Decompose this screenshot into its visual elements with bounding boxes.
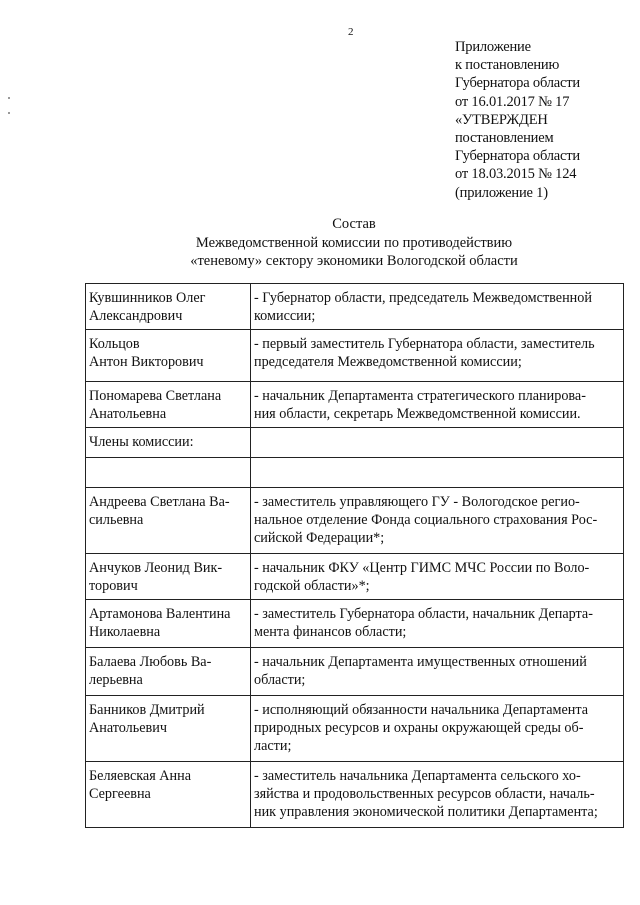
appendix-line: постановлением	[455, 130, 554, 147]
appendix-header	[455, 38, 637, 202]
member-position: - Губернатор области, председатель Межведомственной комиссии;	[251, 284, 624, 330]
scan-dot	[8, 97, 10, 99]
member-name: Анчуков Леонид Вик- торович	[86, 554, 251, 600]
member-name: Беляевская Анна Сергеевна	[86, 762, 251, 828]
member-name: Артамонова Валентина Николаевна	[86, 600, 251, 648]
table-row	[86, 330, 624, 382]
appendix-line: (приложение 1)	[455, 184, 548, 201]
appendix-line: «УТВЕРЖДЕН	[455, 111, 548, 128]
member-name: Банников Дмитрий Анатольевич	[86, 696, 251, 762]
table-row	[86, 428, 624, 458]
member-name: Балаева Любовь Ва- лерьевна	[86, 648, 251, 696]
member-name: Пономарева Светлана Анатольевна	[86, 382, 251, 428]
member-name: Кольцов Антон Викторович	[86, 330, 251, 382]
title-line: «теневому» сектору экономики Вологодской области	[190, 253, 518, 269]
title-line: Межведомственной комиссии по противодействию	[195, 234, 513, 251]
page-number: 2	[348, 26, 354, 38]
member-position: - начальник ФКУ «Центр ГИМС МЧС России по Воло- годской области»*;	[251, 554, 624, 600]
member-name	[86, 458, 251, 488]
table-row	[86, 696, 624, 762]
appendix-line: Губернатора области	[455, 75, 580, 92]
member-position: - начальник Департамента стратегического планирова- ния области, секретарь Межведомственной комиссии.	[251, 382, 624, 428]
table-row	[86, 488, 624, 554]
table-row	[86, 762, 624, 828]
member-name: Андреева Светлана Ва- сильевна	[86, 488, 251, 554]
appendix-line: от 18.03.2015 № 124	[455, 166, 577, 183]
table-row	[86, 600, 624, 648]
table-row	[86, 382, 624, 428]
table-row	[86, 554, 624, 600]
member-position	[251, 458, 624, 488]
commission-composition-table	[85, 283, 624, 828]
document-title	[0, 215, 640, 271]
member-name: Кувшинников Олег Александрович	[86, 284, 251, 330]
table-row	[86, 284, 624, 330]
member-position: - заместитель Губернатора области, начальник Департа- мента финансов области;	[251, 600, 624, 648]
scan-dot	[8, 112, 10, 114]
member-position: - первый заместитель Губернатора области, заместитель председателя Межведомственной комиссии;	[251, 330, 624, 382]
appendix-line: Приложение	[455, 39, 531, 55]
title-line: Состав	[332, 216, 376, 232]
members-heading: Члены комиссии:	[86, 428, 251, 458]
member-position	[251, 428, 624, 458]
member-position: - исполняющий обязанности начальника Департамента природных ресурсов и охраны окружающей среды об- ласти;	[251, 696, 624, 762]
member-position: - начальник Департамента имущественных отношений области;	[251, 648, 624, 696]
appendix-line: от 16.01.2017 № 17	[455, 93, 570, 110]
appendix-line: к постановлению	[455, 57, 560, 74]
table-row	[86, 648, 624, 696]
appendix-line: Губернатора области	[455, 148, 580, 165]
table-row	[86, 458, 624, 488]
member-position: - заместитель управляющего ГУ - Вологодское регио- нальное отделение Фонда социального страхования Рос- сийской Федерации*;	[251, 488, 624, 554]
member-position: - заместитель начальника Департамента сельского хо- зяйства и продовольственных ресурсов области, началь- ник управления экономической политики Департамента;	[251, 762, 624, 828]
